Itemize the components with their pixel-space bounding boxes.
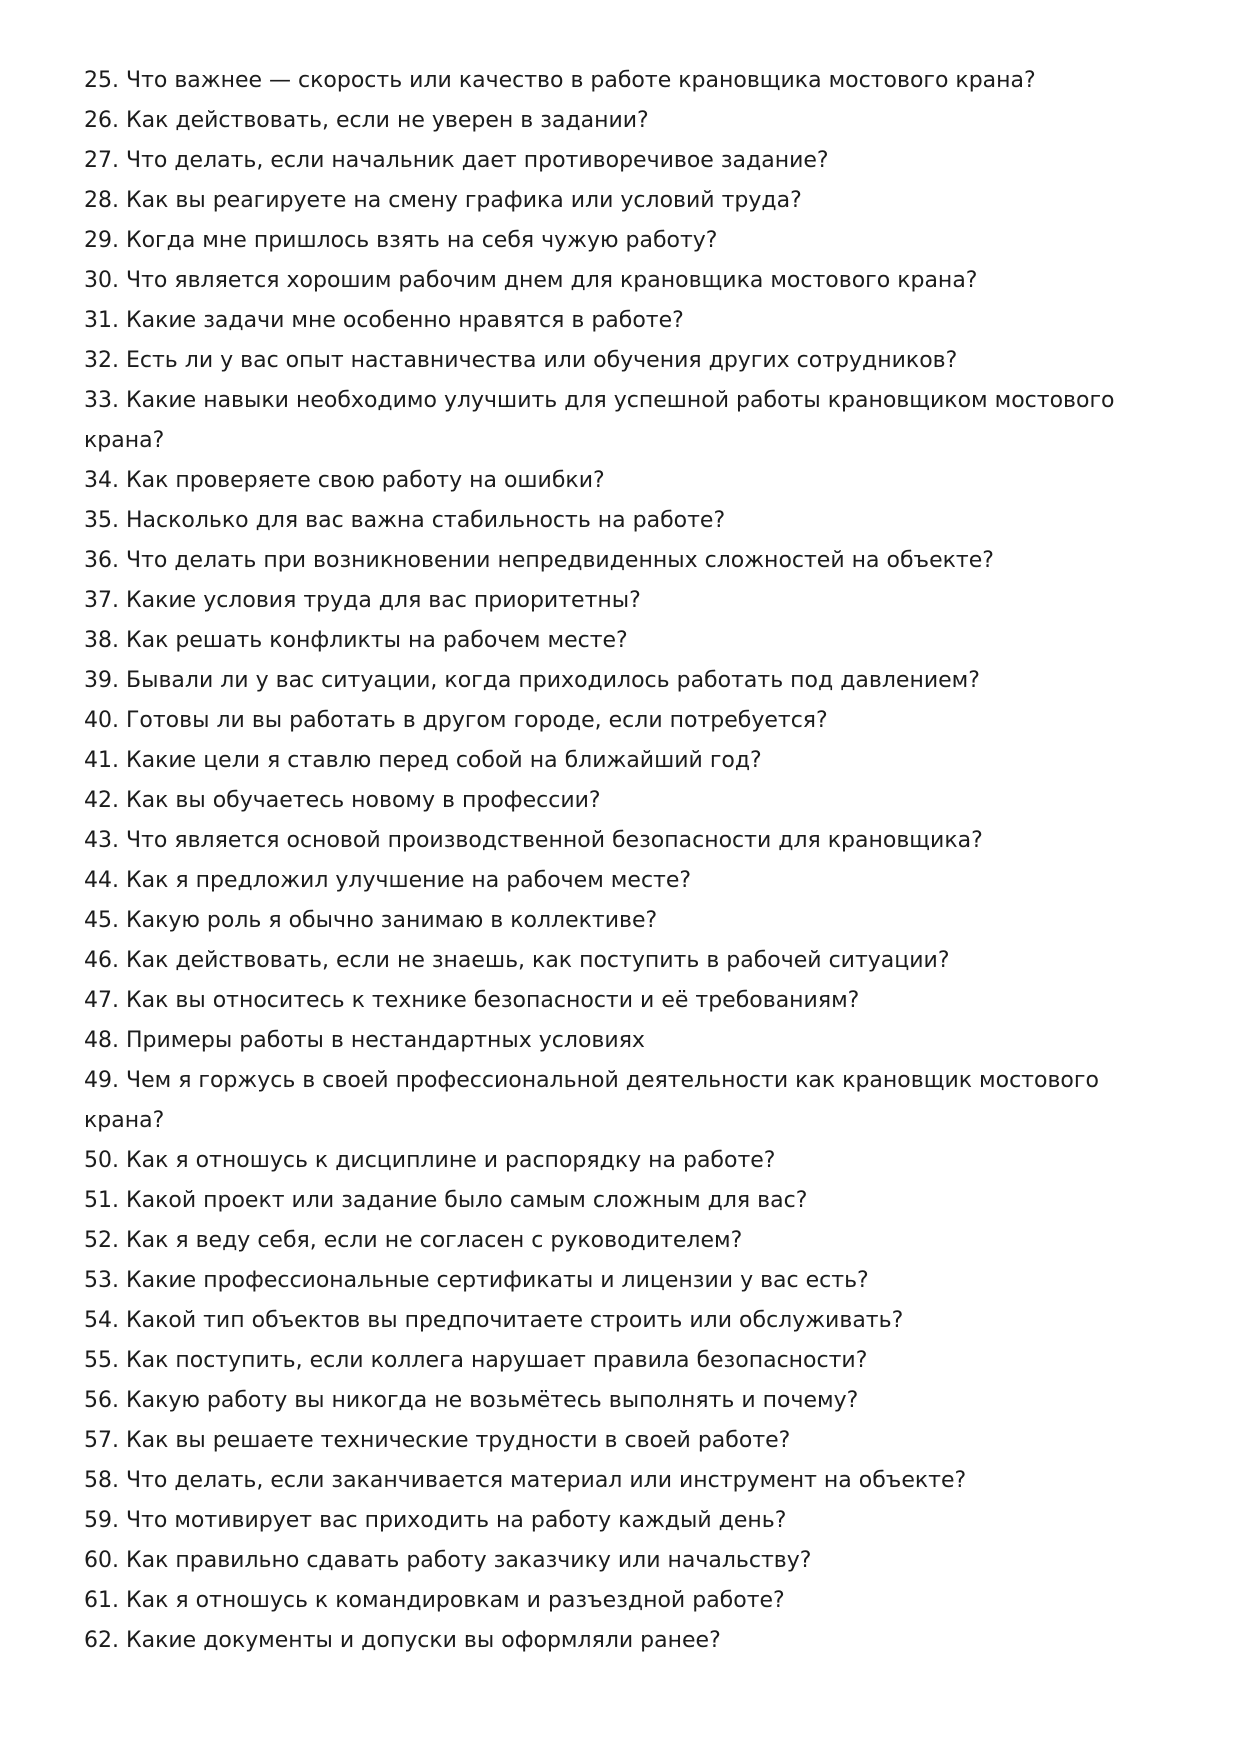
- list-item: 44. Как я предложил улучшение на рабочем месте?: [84, 868, 692, 893]
- list-item: 39. Бывали ли у вас ситуации, когда приходилось работать под давлением?: [84, 668, 980, 693]
- list-item: 52. Как я веду себя, если не согласен с руководителем?: [84, 1228, 743, 1253]
- list-item: 25. Что важнее — скорость или качество в работе крановщика мостового крана?: [84, 68, 1036, 93]
- list-item: 47. Как вы относитесь к технике безопасности и её требованиям?: [84, 988, 860, 1013]
- question-list: [84, 61, 1139, 1661]
- list-item: 58. Что делать, если заканчивается материал или инструмент на объекте?: [84, 1468, 967, 1493]
- list-item: 61. Как я отношусь к командировкам и разъездной работе?: [84, 1588, 785, 1613]
- list-item: 60. Как правильно сдавать работу заказчику или начальству?: [84, 1548, 812, 1573]
- list-item: 56. Какую работу вы никогда не возьмётесь выполнять и почему?: [84, 1388, 859, 1413]
- list-item: 59. Что мотивирует вас приходить на работу каждый день?: [84, 1508, 787, 1533]
- list-item: 37. Какие условия труда для вас приоритетны?: [84, 588, 641, 613]
- list-item: 50. Как я отношусь к дисциплине и распорядку на работе?: [84, 1148, 776, 1173]
- list-item: 27. Что делать, если начальник дает противоречивое задание?: [84, 148, 829, 173]
- list-item: 53. Какие профессиональные сертификаты и лицензии у вас есть?: [84, 1268, 869, 1293]
- list-item: 32. Есть ли у вас опыт наставничества или обучения других сотрудников?: [84, 348, 958, 373]
- list-item: 28. Как вы реагируете на смену графика или условий труда?: [84, 188, 802, 213]
- list-item: 54. Какой тип объектов вы предпочитаете строить или обслуживать?: [84, 1308, 904, 1333]
- list-item: 51. Какой проект или задание было самым сложным для вас?: [84, 1188, 808, 1213]
- list-item: 45. Какую роль я обычно занимаю в коллективе?: [84, 908, 658, 933]
- list-item: 46. Как действовать, если не знаешь, как поступить в рабочей ситуации?: [84, 948, 950, 973]
- list-item: 36. Что делать при возникновении непредвиденных сложностей на объекте?: [84, 548, 994, 573]
- list-item: 34. Как проверяете свою работу на ошибки?: [84, 468, 605, 493]
- list-item: 42. Как вы обучаетесь новому в профессии?: [84, 788, 601, 813]
- list-item: 43. Что является основой производственной безопасности для крановщика?: [84, 828, 983, 853]
- list-item: 26. Как действовать, если не уверен в задании?: [84, 108, 649, 133]
- list-item: 49. Чем я горжусь в своей профессиональной деятельности как крановщик мостового крана?: [84, 1068, 1099, 1133]
- list-item: 48. Примеры работы в нестандартных условиях: [84, 1028, 645, 1053]
- list-item: 41. Какие цели я ставлю перед собой на ближайший год?: [84, 748, 762, 773]
- list-item: 55. Как поступить, если коллега нарушает правила безопасности?: [84, 1348, 868, 1373]
- list-item: 35. Насколько для вас важна стабильность на работе?: [84, 508, 726, 533]
- list-item: 30. Что является хорошим рабочим днем для крановщика мостового крана?: [84, 268, 978, 293]
- list-item: 33. Какие навыки необходимо улучшить для успешной работы крановщиком мостового крана?: [84, 388, 1115, 453]
- list-item: 31. Какие задачи мне особенно нравятся в работе?: [84, 308, 684, 333]
- list-item: 62. Какие документы и допуски вы оформляли ранее?: [84, 1628, 721, 1653]
- list-item: 38. Как решать конфликты на рабочем месте?: [84, 628, 628, 653]
- list-item: 29. Когда мне пришлось взять на себя чужую работу?: [84, 228, 718, 253]
- list-item: 40. Готовы ли вы работать в другом городе, если потребуется?: [84, 708, 828, 733]
- list-item: 57. Как вы решаете технические трудности в своей работе?: [84, 1428, 791, 1453]
